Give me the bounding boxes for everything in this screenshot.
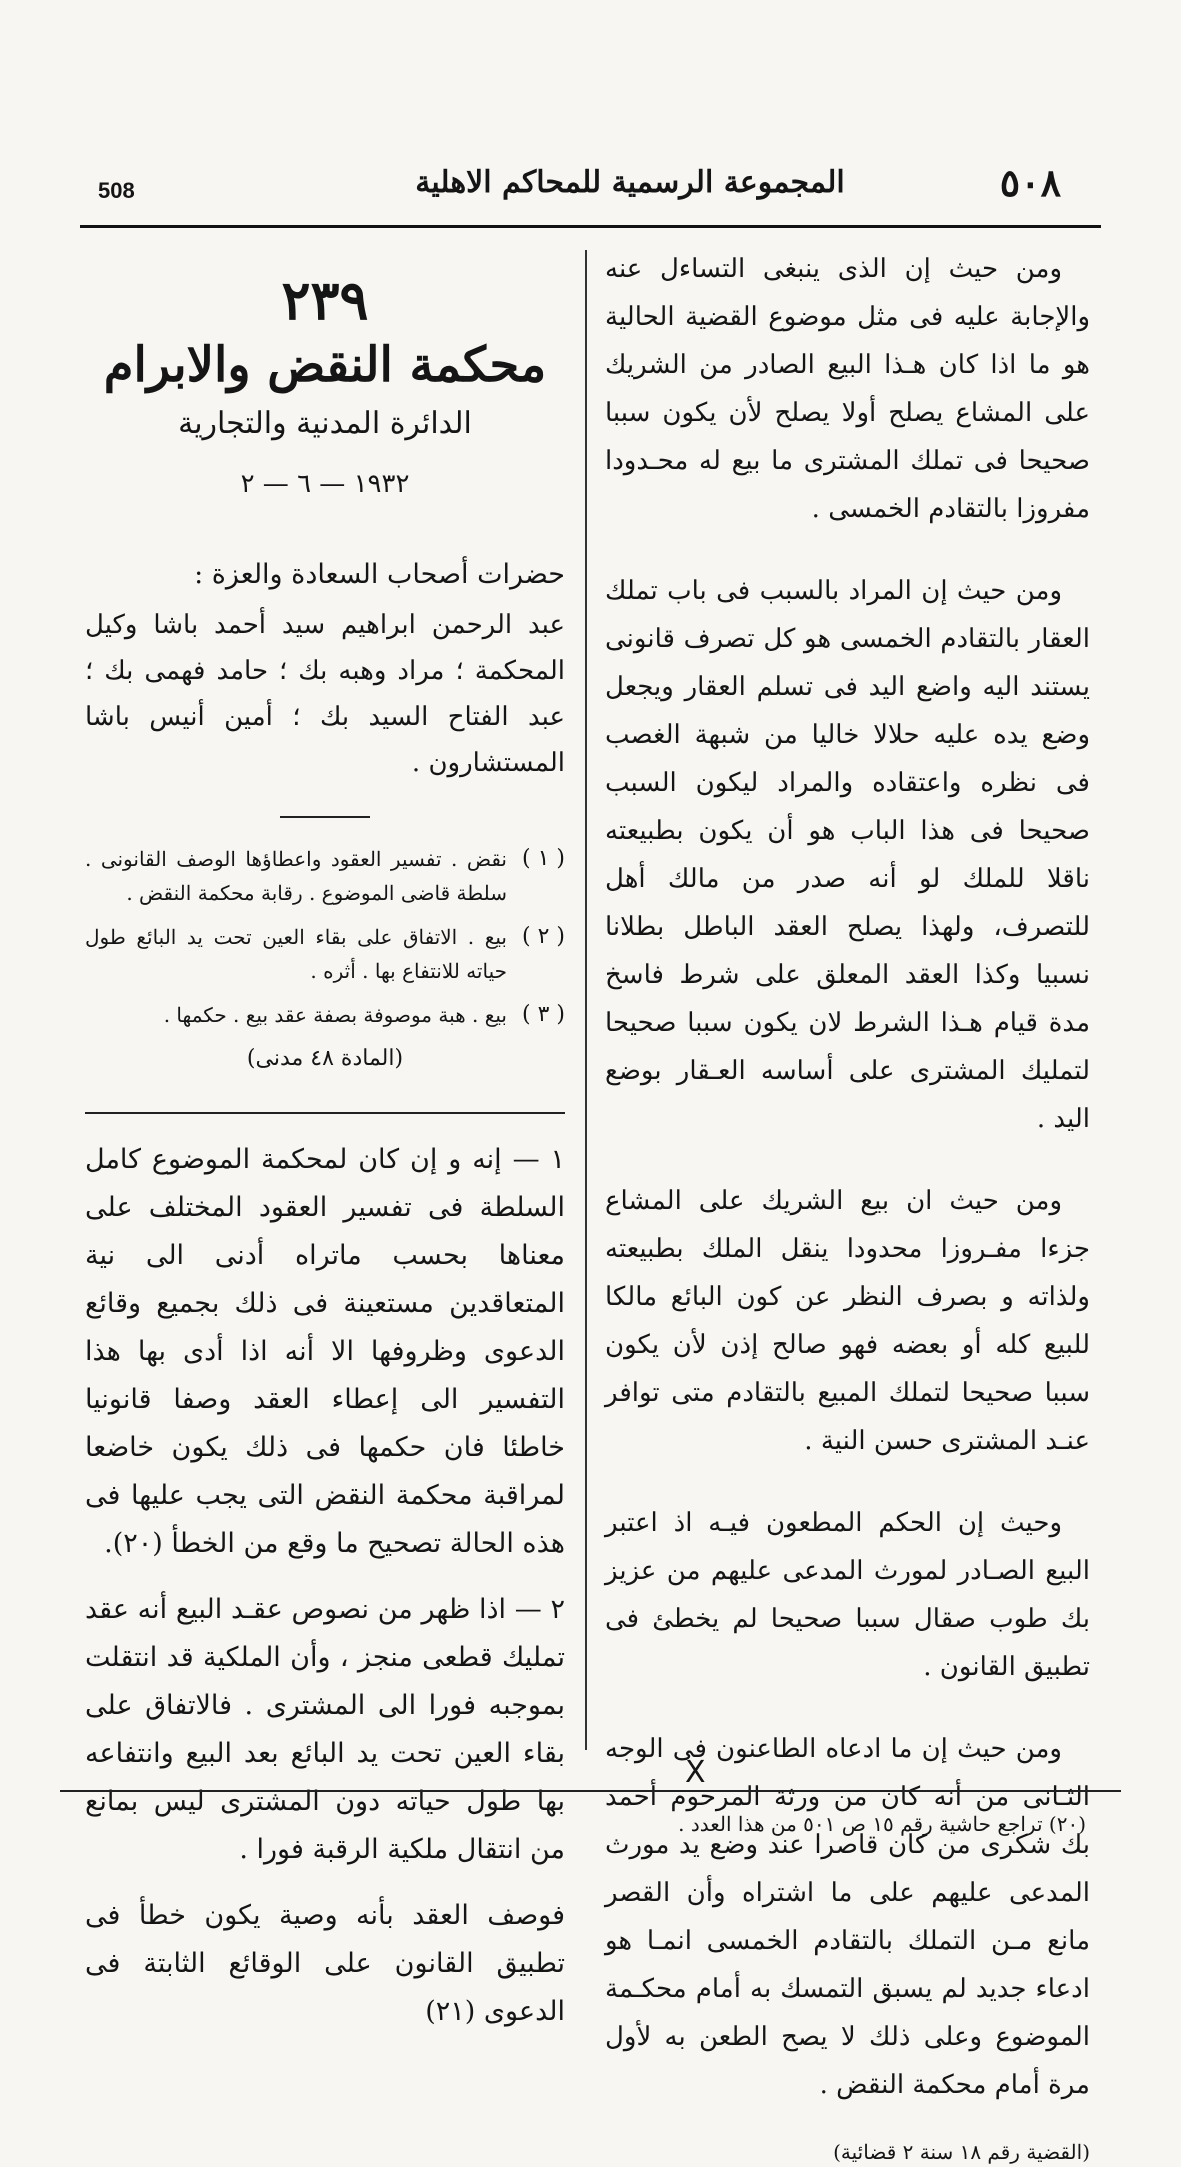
headnote-text: بيع . الاتفاق على بقاء العين تحت يد البائع طول حياته للانتفاع بها . أثره . bbox=[85, 925, 507, 983]
headnote bbox=[85, 920, 565, 988]
headnote-number: ( ٢ ) bbox=[522, 924, 565, 949]
page-number-arabic: ٥٠٨ bbox=[999, 160, 1061, 205]
header-rule bbox=[80, 225, 1101, 228]
right-column bbox=[605, 245, 1090, 2167]
legal-principle: فوصف العقد بأنه وصية يكون خطأ فى تطبيق القانون على الوقائع الثابتة فى الدعوى (٢١) bbox=[85, 1900, 565, 2027]
footnote-rule bbox=[60, 1790, 1121, 1792]
column-divider bbox=[585, 250, 587, 1750]
headnote-text: نقض . تفسير العقود واعطاؤها الوصف القانونى . سلطة قاضى الموضوع . رقابة محكمة النقض . bbox=[85, 847, 507, 905]
reasoning-paragraph: وحيث إن الحكم المطعون فيـه اذ اعتبر البيع الصـادر لمورث المدعى عليهم من عزيز بك طوب صقال سببا صحيحا لم يخطئ فى تطبيق القانون . bbox=[605, 1508, 1090, 1682]
judgment-date: ١٩٣٢ — ٦ — ٢ bbox=[240, 469, 410, 499]
case-number: ٢٣٩ bbox=[281, 268, 369, 332]
reasoning-paragraph: ومن حيث ان بيع الشريك على المشاع جزءا مفـروزا محدودا ينقل الملك بطبيعته ولذاته و بصرف النظر عن كون البائع مالكا للبيع كله أو بعضه فهو صالح إذن لأن يكون سببا صحيحا لتملك المبيع بالتقادم متى توافر عنـد المشترى حسن النية . bbox=[605, 1186, 1090, 1456]
article-reference: (المادة ٤٨ مدنى) bbox=[246, 1046, 404, 1071]
legal-principle: ٢ — اذا ظهر من نصوص عقـد البيع أنه عقد تمليك قطعى منجز ، وأن الملكية قد انتقلت بموجبه فورا الى المشترى . فالاتفاق على بقاء العين تحت يد البائع بعد البيع وانتفاعه بها طول حياته دون المشترى ليس بمانع من انتقال ملكية الرقبة فورا . bbox=[85, 1594, 565, 1865]
legal-principle: ١ — إنه و إن كان لمحكمة الموضوع كامل السلطة فى تفسير العقود المختلف على معناها بحسب ماتراه أدنى الى نية المتعاقدين مستعينة فى ذلك بجميع وقائع الدعوى وظروفها الا أنه اذا أدى بها هذا التفسير الى إعطاء العقد وصفا قانونيا خاطئا فان حكمها فى ذلك يكون خاضعا لمراقبة محكمة النقض التى يجب عليها فى هذه الحالة تصحيح ما وقع من الخطأ (٢٠). bbox=[85, 1144, 565, 1559]
headnote bbox=[85, 842, 565, 910]
headnote-number: ( ٣ ) bbox=[522, 1002, 565, 1027]
presence-line: حضرات أصحاب السعادة والعزة : bbox=[194, 559, 565, 590]
section-rule bbox=[280, 816, 370, 818]
court-name: محكمة النقض والابرام bbox=[103, 337, 547, 393]
case-reference: (القضية رقم ١٨ سنة ٢ قضائية) bbox=[833, 2140, 1090, 2164]
footnote: (٢٠) تراجع حاشية رقم ١٥ ص ٥٠١ من هذا العدد . bbox=[678, 1812, 1086, 1836]
running-header-title: المجموعة الرسمية للمحاكم الاهلية bbox=[415, 165, 845, 200]
reasoning-paragraph: ومن حيث إن ما ادعاه الطاعنون فى الوجه الثـانى من أنه كان من ورثة المرحوم أحمد بك شكرى من كان قاصرا عند وضع يد مورث المدعى عليهم على ما اشتراه وأن القصر مانع مـن التملك بالتقادم الخمسى انمـا هو ادعاء جديد لم يسبق التمسك به أمام محكـمة الموضوع وعلى ذلك لا يصح الطعن به لأول مرة أمام محكمة النقض . bbox=[605, 1734, 1090, 2100]
section-rule bbox=[85, 1112, 565, 1114]
headnote-number: ( ١ ) bbox=[522, 846, 565, 871]
headnote bbox=[85, 998, 565, 1032]
judges-list: عبد الرحمن ابراهيم سيد أحمد باشا وكيل المحكمة ؛ مراد وهبه بك ؛ حامد فهمى بك ؛ عبد الفتاح السيد بك ؛ أمين أنيس باشا المستشارون . bbox=[85, 610, 565, 778]
reasoning-paragraph: ومن حيث إن المراد بالسبب فى باب تملك العقار بالتقادم الخمسى هو كل تصرف قانونى يستند اليه واضع اليد فى تسلم العقار ويجعل وضع يده عليه حلالا خاليا من شبهة الغصب فى نظره واعتقاده والمراد ليكون السبب صحيحا فى هذا الباب هو أن يكون بطبيعته ناقلا للملك لو أنه صدر من مالك أهل للتصرف، ولهذا يصلح العقد الباطل بطلانا نسبيا وكذا العقد المعلق على شرط فاسخ مدة قيام هـذا الشرط لان يكون سببا صحيحا لتمليك المشترى على أساسه العـقار بوضع اليد . bbox=[605, 576, 1090, 1134]
chamber-name: الدائرة المدنية والتجارية bbox=[178, 406, 472, 441]
cross-mark: X bbox=[685, 1755, 706, 1790]
reasoning-paragraph: ومن حيث إن الذى ينبغى التساءل عنه والإجابة عليه فى مثل موضوع القضية الحالية هو ما اذا كان هـذا البيع الصادر من الشريك على المشاع يصلح أولا يصلح لأن يكون سببا صحيحا فى تملك المشترى ما بيع له محـدودا مفروزا بالتقادم الخمسى . bbox=[605, 254, 1090, 524]
left-column bbox=[85, 270, 565, 2054]
page-number-latin: 508 bbox=[98, 178, 135, 203]
headnote-text: بيع . هبة موصوفة بصفة عقد بيع . حكمها . bbox=[163, 1003, 507, 1027]
